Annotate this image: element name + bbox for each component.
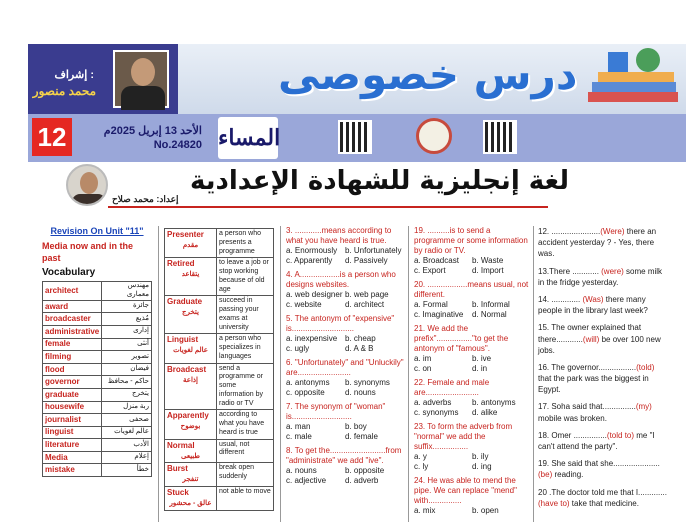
vocab-translation: عالم لغويات bbox=[102, 426, 152, 439]
column-divider bbox=[280, 226, 281, 522]
option: c. synonyms bbox=[414, 408, 459, 417]
question-text: 5. The antonym of "expensive" is............................ bbox=[286, 314, 395, 333]
option: b. opposite bbox=[345, 466, 385, 475]
vocab-translation: يتخرج bbox=[102, 388, 152, 401]
definition-text: to leave a job or stop working because of old age bbox=[217, 258, 274, 296]
option: a. Broadcast bbox=[414, 256, 459, 265]
questions-column-a bbox=[286, 226, 404, 490]
option: d. alike bbox=[472, 408, 498, 417]
definition-term: Graduate bbox=[167, 297, 203, 307]
answer-pre: 14. ............. bbox=[538, 294, 583, 304]
question-item bbox=[286, 446, 404, 486]
vocab-row bbox=[43, 351, 152, 364]
column-divider bbox=[408, 226, 409, 522]
option: b. synonyms bbox=[345, 378, 390, 387]
books-illustration bbox=[568, 44, 686, 114]
vocab-translation: إعلام bbox=[102, 451, 152, 464]
definition-text: according to what you have heard is true bbox=[217, 410, 274, 439]
definition-text: send a programme or some information by radio or TV bbox=[217, 363, 274, 410]
definition-row bbox=[165, 229, 274, 258]
question-item bbox=[414, 378, 530, 418]
option: b. antonyms bbox=[472, 398, 516, 407]
question-options bbox=[286, 334, 404, 354]
option: c. Export bbox=[414, 266, 446, 275]
definition-row bbox=[165, 463, 274, 487]
definition-word bbox=[165, 363, 217, 410]
definition-arabic: إذاعة bbox=[183, 376, 198, 384]
vocab-translation: فيضان bbox=[102, 363, 152, 376]
definition-row bbox=[165, 487, 274, 511]
option: c. ugly bbox=[286, 344, 310, 353]
definition-term: Retired bbox=[167, 259, 195, 269]
answer-highlight: (Were) bbox=[600, 227, 625, 236]
definition-term: Presenter bbox=[167, 230, 204, 239]
vocab-translation: تصوير bbox=[102, 351, 152, 364]
option: a. im bbox=[414, 354, 432, 363]
vocab-word: broadcaster bbox=[43, 313, 102, 326]
vocab-row bbox=[43, 451, 152, 464]
answer-pre: 12. ...................... bbox=[538, 227, 601, 236]
definition-arabic: عالم لغويات bbox=[173, 347, 208, 355]
vocab-row bbox=[43, 426, 152, 439]
page-number: 12 bbox=[32, 118, 72, 156]
option: c. male bbox=[286, 432, 312, 441]
question-text: 4. A..................is a person who designs websites. bbox=[286, 270, 396, 289]
question-item bbox=[414, 324, 530, 374]
definition-word bbox=[165, 229, 217, 258]
answer-highlight: (be) bbox=[538, 470, 553, 480]
question-text: 23. To form the adverb from "normal" we add the suffix................ bbox=[414, 422, 513, 451]
revision-heading: Revision On Unit "11" bbox=[50, 226, 144, 236]
option: a. web designer bbox=[286, 290, 343, 299]
answer-highlight: (were) bbox=[601, 266, 624, 276]
option: a. man bbox=[286, 422, 311, 431]
option: b. ily bbox=[472, 452, 489, 461]
option: c. opposite bbox=[286, 388, 325, 397]
option: c. Apparently bbox=[286, 256, 333, 265]
answer-post: some milk in the fridge yesterday. bbox=[538, 266, 663, 287]
option: a. nouns bbox=[286, 466, 317, 475]
vocab-row bbox=[43, 464, 152, 477]
author-photo bbox=[66, 164, 108, 206]
definitions-table bbox=[164, 228, 274, 511]
definition-row bbox=[165, 258, 274, 296]
definition-word bbox=[165, 410, 217, 439]
vocab-translation: ربة منزل bbox=[102, 401, 152, 414]
question-options bbox=[414, 300, 530, 320]
question-text: 24. He was able to mend the pipe. We can replace "mend" with............... bbox=[414, 476, 517, 505]
question-item bbox=[286, 314, 404, 354]
vocab-word: governor bbox=[43, 376, 102, 389]
vocab-word: literature bbox=[43, 439, 102, 452]
option: d. nouns bbox=[345, 388, 376, 397]
vocabulary-table bbox=[42, 281, 152, 477]
answer-post: mobile was broken. bbox=[538, 413, 607, 423]
answer-post: there many people in the library last week? bbox=[538, 294, 648, 316]
vocab-word: female bbox=[43, 338, 102, 351]
option: b. boy bbox=[345, 422, 367, 431]
vocab-row bbox=[43, 376, 152, 389]
definition-row bbox=[165, 410, 274, 439]
question-text: 20. ..................means usual, not different. bbox=[414, 280, 529, 299]
unit-heading: Media now and in the past bbox=[42, 241, 134, 263]
definition-row bbox=[165, 439, 274, 463]
question-text: 6. "Unfortunately" and "Unluckily" are........................ bbox=[286, 358, 404, 377]
vocab-word: filming bbox=[43, 351, 102, 364]
answer-pre: 18. Omer ............... bbox=[538, 430, 607, 440]
vocab-row bbox=[43, 414, 152, 427]
option: d. Import bbox=[472, 266, 504, 275]
option: d. adverb bbox=[345, 476, 379, 485]
header-banner bbox=[28, 44, 686, 162]
question-options bbox=[414, 452, 530, 472]
qr-code-icon bbox=[338, 120, 372, 154]
answer-post: that the park was the biggest in Egypt. bbox=[538, 374, 649, 395]
vocab-row bbox=[43, 325, 152, 338]
question-options bbox=[286, 422, 404, 442]
vocab-row bbox=[43, 401, 152, 414]
definition-arabic: طبيعى bbox=[180, 452, 200, 460]
definition-arabic: بوضوح bbox=[180, 423, 201, 431]
answer-item bbox=[538, 487, 668, 509]
alarm-clock-icon bbox=[416, 118, 452, 154]
definition-arabic: عالق - محشور bbox=[169, 500, 212, 507]
definition-term: Linguist bbox=[167, 335, 199, 345]
answer-item bbox=[538, 458, 668, 480]
banner-title: درس خصوصى bbox=[278, 50, 578, 99]
definitions-column bbox=[164, 228, 274, 511]
answer-item bbox=[538, 401, 668, 423]
option: a. Enormously bbox=[286, 246, 338, 255]
answer-highlight: (told to) bbox=[606, 430, 635, 440]
answer-highlight: (my) bbox=[635, 402, 652, 412]
supervisor-label: إشراف : bbox=[54, 69, 94, 81]
author-name: إعداد: محمد صلاح bbox=[112, 194, 179, 204]
option: d. ing bbox=[472, 462, 492, 471]
definition-text: break open suddenly bbox=[217, 463, 274, 487]
vocab-row bbox=[43, 439, 152, 452]
vocab-row bbox=[43, 338, 152, 351]
vocab-translation: خطأ bbox=[102, 464, 152, 477]
question-options bbox=[414, 354, 530, 374]
definition-arabic: يتخرج bbox=[182, 309, 199, 317]
option: b. Waste bbox=[472, 256, 504, 265]
answer-post: me "I can't attend the party". bbox=[538, 430, 655, 451]
vocab-word: flood bbox=[43, 363, 102, 376]
vocabulary-column bbox=[42, 226, 152, 477]
definition-arabic: مقدم bbox=[182, 242, 199, 249]
vocab-row bbox=[43, 363, 152, 376]
option: a. mix bbox=[414, 506, 436, 515]
definition-word bbox=[165, 439, 217, 463]
answer-highlight: (Was) bbox=[582, 294, 604, 304]
supervisor-photo bbox=[113, 50, 169, 108]
answer-post: there an accident yesterday ? - Yes, there was. bbox=[538, 227, 657, 259]
definition-word bbox=[165, 463, 217, 487]
question-item bbox=[414, 422, 530, 472]
vocab-translation: جائزة bbox=[102, 300, 152, 313]
option: a. inexpensive bbox=[286, 334, 338, 343]
vocab-word: Media bbox=[43, 451, 102, 464]
option: a. y bbox=[414, 452, 427, 461]
answer-item bbox=[538, 322, 668, 356]
question-options bbox=[414, 256, 530, 276]
answer-post: reading. bbox=[552, 470, 584, 480]
definition-row bbox=[165, 363, 274, 410]
supervisor-name: محمد منصور bbox=[32, 84, 96, 98]
option: c. Imaginative bbox=[414, 310, 464, 319]
option: d. in bbox=[472, 364, 488, 373]
question-options bbox=[286, 378, 404, 398]
vocab-row bbox=[43, 313, 152, 326]
question-options bbox=[414, 506, 530, 516]
question-item bbox=[414, 476, 530, 516]
option: d. architect bbox=[345, 300, 385, 309]
question-text: 19. ..........is to send a programme or some information by radio or TV. bbox=[414, 226, 528, 255]
question-item bbox=[286, 402, 404, 442]
vocab-translation: الأدب bbox=[102, 439, 152, 452]
definition-row bbox=[165, 296, 274, 334]
answer-pre: 19. She said that she..................... bbox=[538, 459, 660, 469]
subject-title: لغة إنجليزية للشهادة الإعدادية bbox=[190, 166, 569, 196]
option: d. A & B bbox=[345, 344, 374, 353]
question-item bbox=[286, 226, 404, 266]
definition-word bbox=[165, 296, 217, 334]
answer-item bbox=[538, 266, 668, 288]
vocab-translation: أنثى bbox=[102, 338, 152, 351]
vocab-row bbox=[43, 300, 152, 313]
divider bbox=[108, 206, 548, 208]
issue-date: الأحد 13 إبريل 2025م bbox=[103, 125, 202, 137]
question-options bbox=[286, 466, 404, 486]
vocab-word: administrative bbox=[43, 325, 102, 338]
vocab-word: linguist bbox=[43, 426, 102, 439]
question-text: 22. Female and male are........................ bbox=[414, 378, 490, 397]
definition-term: Stuck bbox=[167, 488, 189, 497]
answers-column bbox=[538, 226, 668, 515]
question-options bbox=[414, 398, 530, 418]
answer-pre: 13.There ............ bbox=[538, 266, 602, 276]
question-options bbox=[286, 246, 404, 266]
option: a. antonyms bbox=[286, 378, 330, 387]
option: b. ive bbox=[472, 354, 492, 363]
question-item bbox=[286, 358, 404, 398]
qr-code-icon bbox=[483, 120, 517, 154]
vocab-word: architect bbox=[43, 282, 102, 301]
answer-pre: 15. The owner explained that there............ bbox=[538, 323, 642, 344]
answer-highlight: (told) bbox=[636, 362, 655, 372]
definition-word bbox=[165, 487, 217, 511]
definition-term: Apparently bbox=[167, 411, 209, 421]
definition-term: Normal bbox=[167, 440, 195, 450]
question-text: 7. The synonym of "woman" is........................... bbox=[286, 402, 386, 421]
option: c. adjective bbox=[286, 476, 327, 485]
option: b. cheap bbox=[345, 334, 376, 343]
option: d. Passively bbox=[345, 256, 388, 265]
option: c. website bbox=[286, 300, 322, 309]
vocab-translation: حاكم - محافظ bbox=[102, 376, 152, 389]
column-divider bbox=[158, 226, 159, 522]
vocab-row bbox=[43, 388, 152, 401]
question-text: 8. To get the.........................from "administrate" we add "ive". bbox=[286, 446, 402, 465]
answer-item bbox=[538, 226, 668, 260]
question-item bbox=[286, 270, 404, 310]
vocab-row bbox=[43, 282, 152, 301]
definition-term: Broadcast bbox=[167, 364, 207, 374]
vocab-word: award bbox=[43, 300, 102, 313]
vocab-word: mistake bbox=[43, 464, 102, 477]
definition-word bbox=[165, 334, 217, 363]
column-divider bbox=[533, 226, 534, 522]
question-item bbox=[414, 280, 530, 320]
logo-text: المساء bbox=[218, 125, 281, 150]
answer-post: be over 100 new jobs. bbox=[538, 334, 661, 355]
definition-text: a person who presents a programme bbox=[217, 229, 274, 258]
option: c. ly bbox=[414, 462, 429, 471]
option: c. on bbox=[414, 364, 432, 373]
vocab-translation: مُذيع bbox=[102, 313, 152, 326]
newspaper-logo bbox=[218, 117, 281, 159]
vocab-word: housewife bbox=[43, 401, 102, 414]
definition-text: not able to move bbox=[217, 487, 274, 511]
vocab-word: journalist bbox=[43, 414, 102, 427]
question-text: 3. ............means according to what you have heard is true. bbox=[286, 226, 392, 245]
definition-word bbox=[165, 258, 217, 296]
option: b. Informal bbox=[472, 300, 510, 309]
issue-number: No.24820 bbox=[153, 139, 202, 151]
answer-item bbox=[538, 362, 668, 396]
option: a. adverbs bbox=[414, 398, 452, 407]
definition-text: succeed in passing your exams at university bbox=[217, 296, 274, 334]
definition-term: Burst bbox=[167, 464, 188, 474]
question-options bbox=[286, 290, 404, 310]
answer-post: take that medicine. bbox=[569, 498, 639, 508]
question-text: 21. We add the prefix"................"to get the antonym of "famous". bbox=[414, 324, 509, 353]
definition-arabic: تنفجر bbox=[182, 476, 199, 484]
answer-highlight: (have to) bbox=[538, 498, 570, 508]
option: d. Normal bbox=[472, 310, 507, 319]
vocab-translation: إدارى bbox=[102, 325, 152, 338]
answer-item bbox=[538, 294, 668, 316]
option: b. open bbox=[472, 506, 499, 515]
option: d. female bbox=[345, 432, 378, 441]
option: a. Formal bbox=[414, 300, 448, 309]
answer-pre: 20 .The doctor told me that I............. bbox=[538, 487, 667, 497]
option: b. web page bbox=[345, 290, 389, 299]
answer-item bbox=[538, 430, 668, 452]
vocab-translation: صحفى bbox=[102, 414, 152, 427]
definition-arabic: يتقاعد bbox=[181, 271, 200, 279]
questions-column-b bbox=[414, 226, 530, 520]
vocabulary-title: Vocabulary bbox=[42, 266, 96, 278]
supervisor-box bbox=[28, 44, 178, 114]
question-item bbox=[414, 226, 530, 276]
definition-text: usual, not different bbox=[217, 439, 274, 463]
definition-text: a person who specializes in languages bbox=[217, 334, 274, 363]
vocab-word: graduate bbox=[43, 388, 102, 401]
answer-pre: 17. Soha said that............... bbox=[538, 402, 636, 412]
vocab-translation: مهندس معمارى bbox=[102, 282, 152, 301]
answer-highlight: (will) bbox=[582, 334, 600, 344]
answer-pre: 16. The governor................. bbox=[538, 362, 637, 372]
option: b. Unfortunately bbox=[345, 246, 402, 255]
definition-row bbox=[165, 334, 274, 363]
